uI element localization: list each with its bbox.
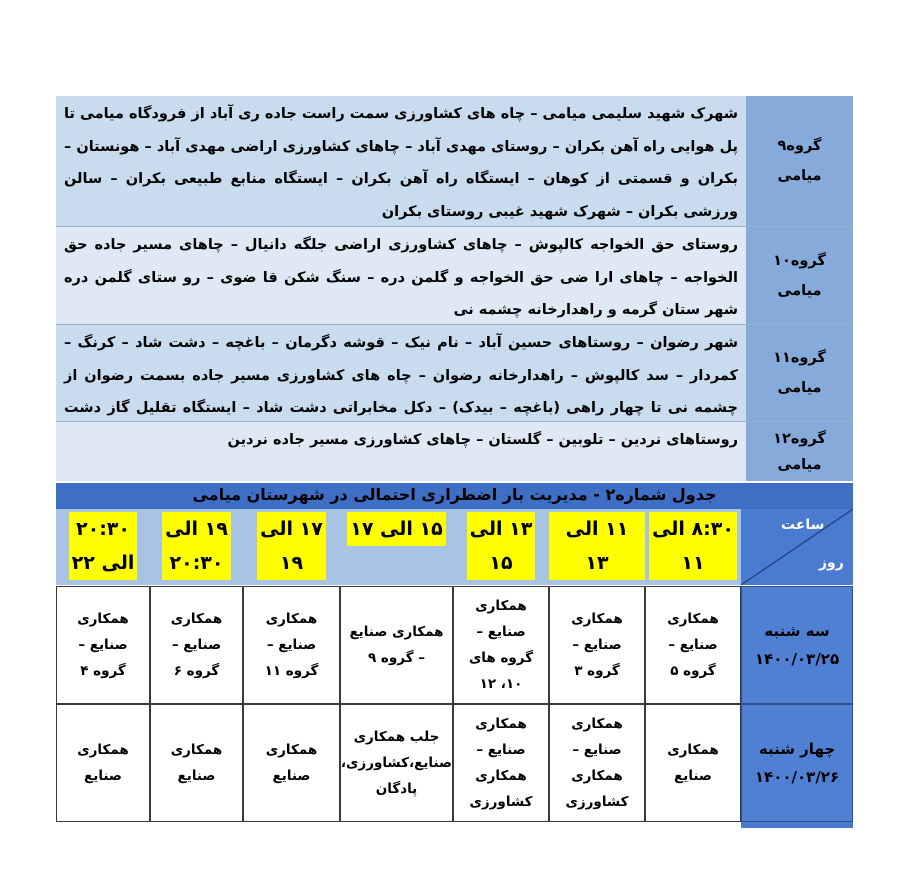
schedule-cell: همکاری صنایع – گروه های ۱۰، ۱۲ [453,586,549,704]
group-label [746,227,853,324]
group-areas-text: روستاهای نردین – تلوبین – گلستان – چاهای کشاورزی مسیر جاده نردین [227,432,738,448]
group-label-text: گروه۱۰ میامی [773,252,826,299]
time-slot-label: ۱۷ الی ۱۹ [257,512,326,580]
time-slot-label: ۲۰:۳۰ الی ۲۲ [69,512,138,580]
day-date: ۱۴۰۰/۰۳/۲۶ [754,768,840,786]
corner-day-label: روز [819,555,844,571]
group-areas-text: شهر رضوان – روستاهای حسین آباد – نام نیک – قوشه دگرمان – باغچه – دشت شاد – کرنگ – کمردار – سد کالپوش – راهدارخانه رضوان – چاه های کشاورزی مسیر جاده بسمت رضوان از چشمه نی تا چهار راهی (باغچه – بیدک) – دکل مخابراتی دشت شاد – ایستگاه تقلیل گاز دشت [64,335,738,416]
schedule-cell: همکاری صنایع – گروه ۳ [549,586,645,704]
time-slot-label: ۸:۳۰ الی ۱۱ [649,512,737,580]
schedule-cell: همکاری صنایع – گروه ۵ [645,586,741,704]
side-bar [741,822,853,828]
schedule-cell: همکاری صنایع [56,704,150,822]
time-slot [453,509,549,585]
schedule-cell: همکاری صنایع [150,704,243,822]
group-label-text: گروه۱۱ میامی [773,350,826,396]
schedule-cell: همکاری صنایع [645,704,741,822]
table-title: جدول شماره۲ - مدیریت بار اضطراری احتمالی در شهرستان میامی [56,483,853,509]
day-name: چهار شنبه [758,740,836,758]
day-date: ۱۴۰۰/۰۳/۲۵ [754,650,840,668]
schedule-cell: همکاری صنایع – همکاری کشاورزی [453,704,549,822]
schedule-cell: همکاری صنایع – گروه ۱۱ [243,586,340,704]
time-slot [243,509,340,585]
time-slot [340,509,453,585]
time-slot-label: ۱۳ الی ۱۵ [467,512,536,580]
schedule-cell: جلب همکاری صنایع،کشاورزی، پادگان [340,704,453,822]
group-label-text: گروه۹ میامی [777,138,822,184]
schedule-cell: همکاری صنایع – گروه ۹ [340,586,453,704]
time-slot [549,509,645,585]
schedule-cell: همکاری صنایع – گروه ۴ [56,586,150,704]
group-label [746,96,853,226]
time-slot [150,509,243,585]
time-slot [56,509,150,585]
time-slot-label: ۱۵ الی ۱۷ [347,512,446,546]
schedule-cell: همکاری صنایع – گروه ۶ [150,586,243,704]
group-areas-text: شهرک شهید سلیمی میامی – چاه های کشاورزی سمت راست جاده ری آباد از فرودگاه میامی تا پل هوایی راه آهن بکران – روستای مهدی آباد – چاهای کشاورزی اراضی مهدی آباد – هونستان – بکران و قسمتی از کوهان – ایستگاه راه آهن بکران – ایستگاه منابع طبیعی بکران – سالن ورزشی بکران – شهرک شهید غیبی روستای بکران [64,106,738,220]
group-areas-text: روستای حق الخواجه کالپوش – چاهای کشاورزی اراضی جلگه دانیال – چاهای مسیر جاده حق الخواجه – چاهای ارا ضی حق الخواجه و گلمن دره – سنگ شکن قا ضوی – رو ستای گلمن دره شهر ستان گرمه و راهدارخانه چشمه نی [64,237,738,318]
group-label-text: گروه۱۲ میامی [773,430,826,473]
day-cell [741,586,853,704]
time-slot [645,509,741,585]
groups-table [56,96,853,481]
corner-time-label: ساعت [781,517,825,533]
day-name: سه شنبه [764,622,830,640]
group-label [746,422,853,481]
schedule-cell: همکاری صنایع [243,704,340,822]
time-slot-label: ۱۹ الی ۲۰:۳۰ [162,512,231,580]
day-cell [741,704,853,822]
corner-header [741,509,853,585]
group-label [746,325,853,421]
time-slot-label: ۱۱ الی ۱۳ [549,512,645,580]
schedule-cell: همکاری صنایع – همکاری کشاورزی [549,704,645,822]
